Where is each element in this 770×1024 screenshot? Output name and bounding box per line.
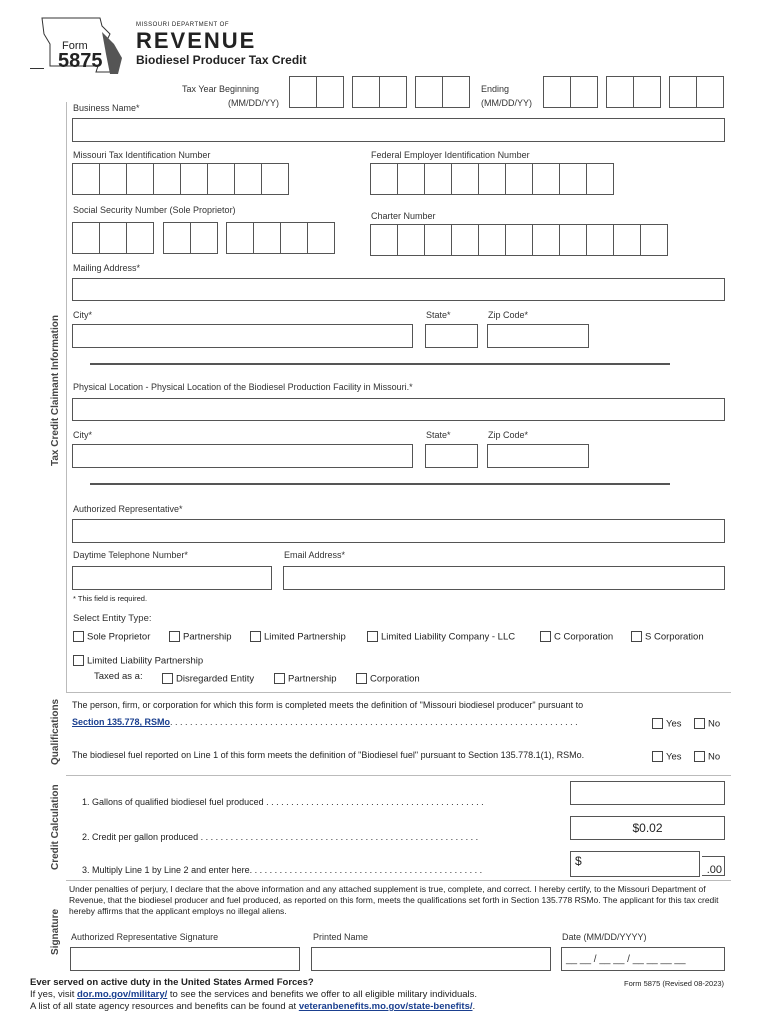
zip-label-2: Zip Code* <box>488 430 529 440</box>
business-name-label: Business Name* <box>73 103 140 113</box>
credit-total-cents: .00 <box>702 856 725 876</box>
qualification-1-text: The person, firm, or corporation for which this form is completed meets the definition of "Missouri biodiesel producer" pursuant to <box>72 700 584 710</box>
entity-limited-partnership[interactable]: Limited Partnership <box>250 628 346 646</box>
veteran-benefits-link[interactable]: veteranbenefits.mo.gov/state-benefits/ <box>298 1001 473 1012</box>
divider <box>90 483 670 485</box>
checkbox[interactable] <box>652 718 663 729</box>
entity-s-corporation[interactable]: S Corporation <box>631 628 704 646</box>
checkbox[interactable] <box>250 631 261 642</box>
section-divider <box>66 102 67 692</box>
tax-year-beginning-field-year[interactable] <box>416 76 470 108</box>
auth-rep-input[interactable] <box>72 519 725 543</box>
qualification-2-text: The biodiesel fuel reported on Line 1 of this form meets the definition of "Biodiesel fuel" pursuant to Section 135.778.1(1), RSMo. <box>72 750 585 760</box>
checkbox[interactable] <box>652 751 663 762</box>
auth-signature-input[interactable] <box>70 947 300 971</box>
taxed-partnership[interactable]: Partnership <box>274 670 337 688</box>
phone-label: Daytime Telephone Number* <box>73 550 188 560</box>
section-divider <box>66 880 731 881</box>
checkbox[interactable] <box>73 655 84 666</box>
agency-prefix: A list of all state agency resources and benefits can be found at <box>30 1001 299 1012</box>
ssn-input-part3[interactable] <box>227 222 335 254</box>
section-calculation-label: Credit Calculation <box>50 784 61 870</box>
printed-name-input[interactable] <box>311 947 551 971</box>
state-label-2: State* <box>426 430 451 440</box>
phone-input[interactable] <box>72 566 272 590</box>
state-input-2[interactable] <box>425 444 478 468</box>
declaration-text: Under penalties of perjury, I declare that the above information and any attached supplement is true, complete, and correct. I hereby certify, to the Missouri Department of Revenue, that the biodiesel producer and fuel produced, as reported on this form, meets the qualifications set forth in Section 135.778 RSMo. The applicant for this tax credit hereby affirms that the applicant employs no illegal aliens. <box>69 884 719 916</box>
tax-year-ending-format: (MM/DD/YY) <box>481 98 532 108</box>
checkbox[interactable] <box>162 673 173 684</box>
tax-year-ending-field-year[interactable] <box>670 76 724 108</box>
entity-llc[interactable]: Limited Liability Company - LLC <box>367 628 515 646</box>
checkbox[interactable] <box>694 751 705 762</box>
mailing-address-label: Mailing Address* <box>73 263 141 273</box>
qualification-2-yes[interactable]: Yes <box>652 748 682 766</box>
mailing-address-input[interactable] <box>72 278 725 301</box>
city-label: City* <box>73 310 93 320</box>
tax-year-beginning-format: (MM/DD/YY) <box>228 98 279 108</box>
divider <box>90 363 670 365</box>
checkbox[interactable] <box>540 631 551 642</box>
entity-partnership[interactable]: Partnership <box>169 628 232 646</box>
leader-dots: . . . . . . . . . . . . . . . . . . . . . . . . . . . . . . . . . . . . . . . . . . . . . . . . . . . . . . . . . . . . . . . . . . . . . . . . . . . . . . . . . . <box>170 717 578 727</box>
checkbox[interactable] <box>169 631 180 642</box>
charter-input[interactable] <box>371 224 668 256</box>
form-label: Form <box>62 40 88 52</box>
date-label: Date (MM/DD/YYYY) <box>562 932 647 942</box>
ssn-input-part2[interactable] <box>164 222 218 254</box>
tax-year-beginning-field[interactable] <box>290 76 344 108</box>
tax-year-ending-label: Ending <box>481 84 510 94</box>
ssn-input-part1[interactable] <box>73 222 154 254</box>
credit-total-input[interactable] <box>570 851 700 877</box>
charter-label: Charter Number <box>371 211 436 221</box>
calc-line-3-label: 3. Multiply Line 1 by Line 2 and enter here. . . . . . . . . . . . . . . . . . . . . . . . . . . . . . . . . . . . . . . . . . . . . . . <box>82 865 483 875</box>
visit-prefix: If yes, visit <box>30 989 77 1000</box>
city-input-2[interactable] <box>72 444 413 468</box>
credit-per-gallon-value: $0.02 <box>570 816 725 840</box>
section-claimant-label: Tax Credit Claimant Information <box>50 315 61 466</box>
mo-tax-id-input[interactable] <box>73 163 289 195</box>
visit-suffix: to see the services and benefits we offer to all eligible military individuals. <box>167 989 478 1000</box>
section-qualifications-label: Qualifications <box>50 698 61 765</box>
physical-location-input[interactable] <box>72 398 725 421</box>
tax-year-ending-field[interactable] <box>544 76 598 108</box>
checkbox[interactable] <box>73 631 84 642</box>
zip-label: Zip Code* <box>488 310 529 320</box>
dept-name: MISSOURI DEPARTMENT OF <box>136 22 230 28</box>
zip-input[interactable] <box>487 324 589 348</box>
qualification-2-no[interactable]: No <box>694 748 720 766</box>
calc-line-2-label: 2. Credit per gallon produced . . . . . . . . . . . . . . . . . . . . . . . . . . . . . . . . . . . . . . . . . . . . . . . . . . . . . . . . <box>82 832 479 842</box>
military-link[interactable]: dor.mo.gov/military/ <box>76 989 168 1000</box>
qualification-1-no[interactable]: No <box>694 715 720 733</box>
entity-sole-proprietor[interactable]: Sole Proprietor <box>73 628 150 646</box>
fein-label: Federal Employer Identification Number <box>371 150 530 160</box>
form-revision: Form 5875 (Revised 08-2023) <box>624 979 725 988</box>
checkbox[interactable] <box>356 673 367 684</box>
mo-tax-id-label: Missouri Tax Identification Number <box>73 150 211 160</box>
dollar-sign: $ <box>575 854 582 868</box>
printed-name-label: Printed Name <box>313 932 369 942</box>
entity-c-corporation[interactable]: C Corporation <box>540 628 613 646</box>
date-input[interactable]: __ __ / __ __ / __ __ __ __ <box>561 947 725 971</box>
section-signature-label: Signature <box>50 908 61 955</box>
physical-location-label: Physical Location - Physical Location of the Biodiesel Production Facility in Missouri.* <box>73 382 413 392</box>
checkbox[interactable] <box>367 631 378 642</box>
email-label: Email Address* <box>284 550 346 560</box>
checkbox[interactable] <box>694 718 705 729</box>
state-label: State* <box>426 310 451 320</box>
margin-tick <box>30 68 44 69</box>
military-question: Ever served on active duty in the United States Armed Forces? <box>30 977 314 988</box>
agency-suffix: . <box>472 1001 476 1012</box>
qualification-1-yes[interactable]: Yes <box>652 715 682 733</box>
fein-input[interactable] <box>371 163 614 195</box>
city-label-2: City* <box>73 430 93 440</box>
ssn-label: Social Security Number (Sole Proprietor) <box>73 205 236 215</box>
entity-type-label: Select Entity Type: <box>73 613 152 624</box>
taxed-as-label: Taxed as a: <box>94 671 143 682</box>
auth-rep-label: Authorized Representative* <box>73 504 183 514</box>
zip-input-2[interactable] <box>487 444 589 468</box>
auth-signature-label: Authorized Representative Signature <box>71 932 219 942</box>
tax-year-ending-field-day[interactable] <box>607 76 661 108</box>
tax-year-beginning-field-day[interactable] <box>353 76 407 108</box>
calc-line-1-label: 1. Gallons of qualified biodiesel fuel produced . . . . . . . . . . . . . . . . . . . . . . . . . . . . . . . . . . . . . . . . . . . . <box>82 797 484 807</box>
taxed-corporation[interactable]: Corporation <box>356 670 420 688</box>
section-divider <box>66 692 731 693</box>
email-input[interactable] <box>283 566 725 590</box>
form-number: 5875 <box>58 50 103 72</box>
checkbox[interactable] <box>274 673 285 684</box>
tax-year-beginning-label: Tax Year Beginning <box>182 84 260 94</box>
state-input[interactable] <box>425 324 478 348</box>
taxed-disregarded-entity[interactable]: Disregarded Entity <box>162 670 254 688</box>
revenue-logo: REVENUE <box>136 28 257 53</box>
entity-llp[interactable]: Limited Liability Partnership <box>73 652 203 670</box>
checkbox[interactable] <box>631 631 642 642</box>
section-135778-link[interactable]: Section 135.778, RSMo <box>72 717 171 727</box>
section-divider <box>66 775 731 776</box>
business-name-input[interactable] <box>72 118 725 142</box>
city-input[interactable] <box>72 324 413 348</box>
required-note: * This field is required. <box>73 594 148 603</box>
page-title: Biodiesel Producer Tax Credit <box>136 53 307 67</box>
gallons-input[interactable] <box>570 781 725 805</box>
